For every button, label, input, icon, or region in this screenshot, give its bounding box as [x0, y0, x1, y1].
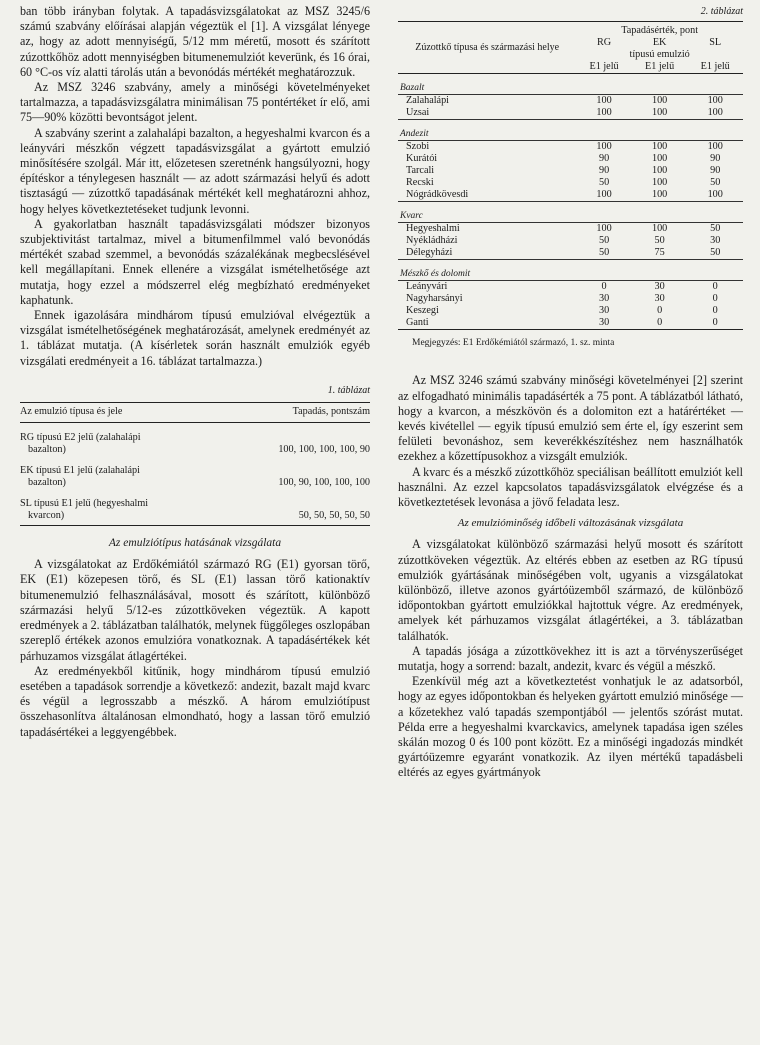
table-cell: 30 [710, 235, 721, 247]
table-cell: Leányvári [398, 281, 576, 294]
left-column [20, 4, 370, 740]
table-cell: 0 [712, 317, 718, 329]
table-cell: 0 [687, 281, 743, 294]
table-row [398, 247, 743, 260]
table-cell: 100 [651, 189, 668, 201]
table-cell: 100, 100, 100, 100, 90 [278, 444, 370, 456]
table-cell: 0 [712, 305, 718, 317]
table-note: Megjegyzés: E1 Erdőkémiától származó, 1. sz. minta [412, 338, 615, 349]
table-cell: 75 [654, 247, 665, 259]
table-header: Tapadásérték, pont [621, 25, 699, 37]
paragraph: Ezenkívül még azt a következtetést vonhatjuk le az adatsorból, hogy az egyes időpontokban és helyeken gyártott emulzió minősége — a kőzetekhez való tapadás szempontjából — jelentős szórást mutat. Példa erre a hegyeshalmi kvarckavics, amelynek tapadása igen széles skálán mozog 0 és 100 pont között. Ez a minőségi ingadozás mindkét gyártóüzemre egyaránt vonatkozik. Az ilyen mértékű tapadásbeli eltérés az egyes gyártmányok [398, 674, 743, 780]
paragraph: ban több irányban folytak. A tapadásvizsgálatokat az MSZ 3245/6 számú szabvány előírásai alapján végeztük el [1]. A vizsgálat lényege az, hogy az adott mennyiségű, 5/12 mm méretű, mosott és szárított zúzottkőhöz adott mennyiségben bitumenemulziót keverünk, és 16 órai, 60 °C-os víz alatti tárolás után a bevonódás mértékét meghatározzuk. [20, 4, 370, 79]
table-cell: 50 [598, 247, 610, 259]
table-group-label: Bazalt [400, 83, 425, 94]
table-row [20, 510, 370, 526]
table-row [398, 281, 743, 294]
table-cell: 100 [632, 141, 688, 154]
table-cell: 90 [598, 165, 610, 177]
table-cell: 100, 90, 100, 100, 100 [278, 477, 370, 489]
paragraph: Az MSZ 3246 számú szabvány minőségi követelményei [2] szerint az elfogadható minimális tapadásérték a 75 pont. A táblázatból látható, hogy a kvarcon, a mészkövön és a dolomiton ezt a határértéket — kevés kivétellel — egyik típusú emulzió sem érte el, így eszerint sem felületi bevonáshoz, sem keverékkészítéshez nem használhatók ezekhez a kőzettípusokhoz a vizsgált emulziók. [398, 373, 743, 464]
table-row [398, 223, 743, 236]
table-cell: 100 [596, 107, 612, 119]
paragraph: A szabvány szerint a zalahalápi bazalton, a hegyeshalmi kvarcon és a leányvári mészkőn végzett tapadásvizsgálat a gyártott emulzió minősítésére szolgál. Már itt, előzetesen szeretnénk hangsúlyozni, hogy építéskor a ténylegesen használt — az adott származási helyű és adott tisztaságú — zúzottkő tapadásának mértékét kell meghatározni ahhoz, hogy helyes következtetéseket tudjunk levonni. [20, 125, 370, 216]
table-cell: 100 [596, 189, 612, 201]
table-cell: Nyékládházi [406, 235, 458, 247]
table-cell: Kurátói [406, 153, 438, 165]
table-row [20, 432, 370, 444]
table-header: Tapadás, pontszám [224, 403, 370, 423]
right-column [398, 4, 743, 781]
table-row [398, 189, 743, 202]
paragraph: Ennek igazolására mindhárom típusú emulzióval elvégeztük a vizsgálat ismételhetőségének meghatározását, amelynek eredményét az 1. táblázat mutatja. (A kísérletek során használt emulziók egyéb vizsgálati eredményeit a 16. táblázat tartalmazza.) [20, 308, 370, 368]
table-cell: bazalton) [28, 444, 66, 456]
table-header: E1 jelű [645, 61, 675, 73]
table-cell: 100 [707, 189, 723, 201]
table-header: Az emulzió típusa és jele [20, 403, 224, 423]
table-cell: 30 [598, 317, 610, 329]
table-cell: 0 [576, 281, 632, 294]
table-cell: 90 [598, 153, 610, 165]
table-cell: 50 [710, 177, 721, 189]
table-cell: 50 [598, 235, 610, 247]
table-cell: bazalton) [28, 477, 66, 489]
table-cell: 100 [632, 223, 688, 236]
table-cell: 0 [657, 305, 663, 317]
table-group-label: Mészkő és dolomit [400, 269, 471, 280]
table-cell: 100 [651, 177, 668, 189]
paragraph: A vizsgálatokat különböző származási helyű mosott és szárított zúzottköveken végeztük. Az eltérés ebben az esetben az RG típusú emulziók gyártásának minőségében volt, ugyanis a vizsgálatokat különböző, illetve azonos gyártóüzemből származó, de különböző időpontokban gyártott emulziókkal hajtottuk végre. Az eredmények, amelyek két párhuzamos vizsgálat átlagértékei, a 3. táblázatban találhatók. [398, 537, 743, 643]
table-adhesion [398, 21, 743, 330]
table-cell: 0 [712, 293, 718, 305]
table-header: Zúzottkő típusa és származási helye [415, 41, 560, 53]
table-row [398, 141, 743, 154]
table-group-label: Andezit [400, 129, 429, 140]
paragraph: A gyakorlatban használt tapadásvizsgálati módszer bizonyos szubjektivitást tartalmaz, mivel a bitumenfilmmel való bevonódás mértékét szabad szemmel, a bevonódás százalékának megbecslésével kell megállapítani. Ennek ellenére a vizsgálat ismételhetősége azt mutatja, hogy ezzel a módszerrel elég megbízható eredményeket kaphatunk. [20, 216, 370, 307]
table-row [20, 477, 370, 489]
paragraph: Az eredményekből kitűnik, hogy mindhárom típusú emulzió esetében a tapadások sorrendje a következő: andezit, bazalt majd kvarc és végül a legrosszabb a mészkő. A három emulziótípust összehasonlítva általánosan elmondható, hogy a lassan törő emulzió tapadásértékei a leggyengébbek. [20, 663, 370, 739]
table-cell: 30 [598, 293, 610, 305]
section-heading: Az emulziótípus hatásának vizsgálata [108, 537, 282, 550]
table-cell: Nógrádkövesdi [406, 189, 469, 201]
table-cell: 50 [687, 223, 743, 236]
table-cell: Hegyeshalmi [398, 223, 576, 236]
table-cell: Uzsai [406, 107, 430, 119]
table-header: RG [596, 37, 612, 49]
table-cell: 0 [657, 317, 663, 329]
table-header: E1 jelű [589, 61, 619, 73]
table-group-label: Kvarc [400, 211, 423, 222]
table-cell: 100 [651, 107, 668, 119]
table-header: típusú emulzió [629, 49, 690, 61]
table-cell: 50, 50, 50, 50, 50 [298, 510, 370, 522]
paragraph: Az MSZ 3246 szabvány, amely a minőségi követelményeket tartalmazza, a tapadásvizsgálatra minimálisan 75 pontértéket ír elő, ami 75—90% közötti bevontságot jelent. [20, 80, 370, 125]
table-cell: 50 [710, 247, 721, 259]
table-cell: Szobi [398, 141, 576, 154]
table-cell: 30 [654, 293, 665, 305]
table-cell: 30 [598, 305, 610, 317]
paragraph: A kvarc és a mészkő zúzottkőhöz speciálisan beállított emulziót kell használni. Az ezzel kapcsolatos tapadásvizsgálatok elvégzése és a következtetések levonása a jövő feladata lesz. [398, 464, 743, 510]
table-row [20, 465, 370, 477]
table-header: E1 jelű [700, 61, 730, 73]
table-cell: Nagyharsányi [406, 293, 463, 305]
table-caption: 2. táblázat [700, 6, 743, 17]
table-cell: Keszegi [406, 305, 439, 317]
table-cell: 100 [687, 141, 743, 154]
table-cell: 50 [598, 177, 610, 189]
table-row [398, 95, 743, 108]
table-cell: 100 [632, 95, 688, 108]
table-cell: 100 [576, 141, 632, 154]
table-cell: 100 [707, 107, 723, 119]
table-cell: RG típusú E2 jelű (zalahalápi [20, 432, 141, 444]
table-cell: 90 [710, 165, 721, 177]
table-row [20, 444, 370, 456]
table-repeatability [20, 402, 370, 526]
table-row [398, 317, 743, 330]
table-cell: Recski [406, 177, 434, 189]
table-row [398, 305, 743, 317]
table-cell: Ganti [406, 317, 429, 329]
table-row [398, 177, 743, 189]
table-row [398, 165, 743, 177]
table-cell: SL típusú E1 jelű (hegyeshalmi [20, 498, 149, 510]
table-header: SL [709, 37, 722, 49]
table-row [398, 235, 743, 247]
table-cell: kvarcon) [28, 510, 65, 522]
table-row [398, 107, 743, 120]
table-header: EK [652, 37, 667, 49]
table-caption: 1. táblázat [327, 384, 370, 396]
table-cell: 90 [710, 153, 721, 165]
table-cell: EK típusú E1 jelű (zalahalápi [20, 465, 140, 477]
table-cell: 100 [651, 153, 668, 165]
table-cell: Zalahalápi [398, 95, 576, 108]
table-row [20, 498, 370, 510]
table-cell: 100 [687, 95, 743, 108]
table-cell: 100 [576, 95, 632, 108]
table-cell: Tarcali [406, 165, 435, 177]
table-row [398, 293, 743, 305]
section-heading: Az emulzióminőség időbeli változásának vizsgálata [457, 517, 684, 530]
table-cell: 100 [651, 165, 668, 177]
paragraph: A vizsgálatokat az Erdőkémiától származó RG (E1) gyorsan törő, EK (E1) közepesen törő, és SL (E1) lassan törő kationaktív bitumenemulzió felhasználásával, mosott és szárított, különböző származási helyű 5/12-es zúzottköveken végeztük. A kapott eredmények a 2. táblázatban találhatók, melynek függőleges oszlopában szereplő értékek azonos emulzióra vonatkoznak. A tapadásértékek két párhuzamos vizsgálat átlagértékei. [20, 557, 370, 663]
table-cell: 100 [576, 223, 632, 236]
table-row [398, 153, 743, 165]
table-cell: Délegyházi [406, 247, 453, 259]
table-cell: 50 [654, 235, 665, 247]
table-cell: 30 [632, 281, 688, 294]
paragraph: A tapadás jósága a zúzottkövekhez itt is azt a törvényszerűséget mutatja, hogy a sorrend: bazalt, andezit, kvarc és végül a mészkő. [398, 643, 743, 674]
